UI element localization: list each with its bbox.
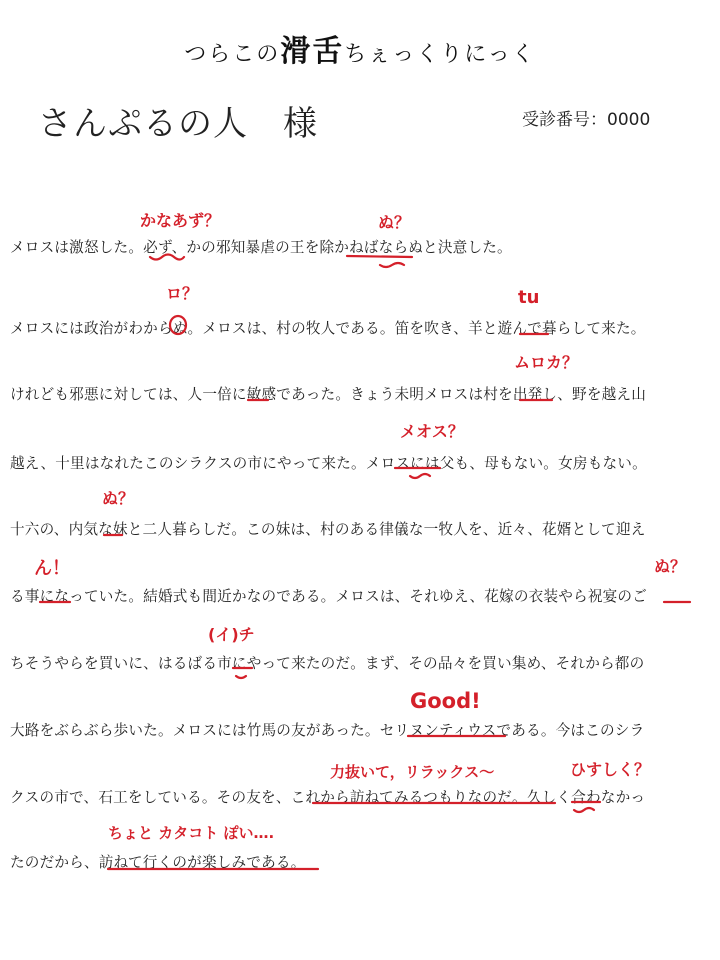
annotation-note-9: ぬ？ (654, 557, 687, 576)
annotation-note-11: Good! (410, 689, 481, 713)
body-line-5: 十六の、内気な妹と二人暮らしだ。この妹は、村のある律儀な一牧人を、近々、花婿として迎え (10, 521, 646, 538)
annotation-note-10: (イ)チ (208, 625, 255, 644)
body-line-8: 大路をぶらぶら歩いた。メロスには竹馬の友があった。セリヌンティウスである。今はこのシラ (10, 722, 645, 739)
body-line-6: る事になっていた。結婚式も間近かなのである。メロスは、それゆえ、花嫁の衣装やら祝宴のご (10, 588, 648, 605)
exam-number: 受診番号：0000 (522, 110, 651, 130)
annotation-note-4: tu (518, 287, 540, 308)
annotation-squiggle-3 (410, 474, 430, 478)
annotation-note-14: ちょと カタコト ぽい…. (108, 824, 275, 842)
body-line-7: ちそうやらを買いに、はるばる市にやって来たのだ。まず、その品々を買い集め、それから都の (10, 655, 645, 672)
body-line-1: メロスは激怒した。必ず、かの邪知暴虐の王を除かねばならぬと決意した。 (10, 239, 512, 256)
annotation-squiggle-5 (574, 808, 594, 812)
annotation-note-8: ん！ (34, 558, 70, 579)
annotation-note-3: ロ？ (166, 284, 199, 303)
annotation-note-13: ひすしく？ (570, 760, 651, 779)
body-line-4: 越え、十里はなれたこのシラクスの市にやって来た。メロスには父も、母もない。女房もない。 (10, 455, 647, 472)
annotation-note-5: ムロカ？ (514, 353, 579, 372)
body-line-10: たのだから、訪ねて行くのが楽しみである。 (10, 854, 306, 871)
header-title-pre: つらこの (184, 42, 281, 67)
body-line-3: けれども邪悪に対しては、人一倍に敏感であった。きょう未明メロスは村を出発し、野を越え山 (10, 386, 646, 403)
patient-name: さんぷるの人 様 (38, 104, 318, 144)
header-title-emphasis: 滑舌 (280, 34, 345, 69)
annotation-squiggle-4 (236, 676, 246, 678)
sheet-header (0, 26, 720, 70)
annotation-note-12: 力抜いて，リラックス～ (330, 763, 495, 781)
header-title-post: ちぇっくりにっく (344, 42, 536, 67)
body-line-2: メロスには政治がわからぬ。メロスは、村の牧人である。笛を吹き、羊と遊んで暮らして来た。 (10, 320, 646, 337)
annotation-note-6: メオス？ (400, 422, 464, 441)
body-line-9: クスの市で、石工をしている。その友を、これから訪ねてみるつもりなのだ。久しく合わなかっ (10, 789, 646, 806)
annotation-note-7: ぬ？ (102, 489, 135, 508)
annotation-note-1: かなあず？ (140, 211, 221, 230)
annotation-note-2: ぬ？ (378, 213, 411, 232)
annotation-squiggle-2 (380, 263, 404, 267)
